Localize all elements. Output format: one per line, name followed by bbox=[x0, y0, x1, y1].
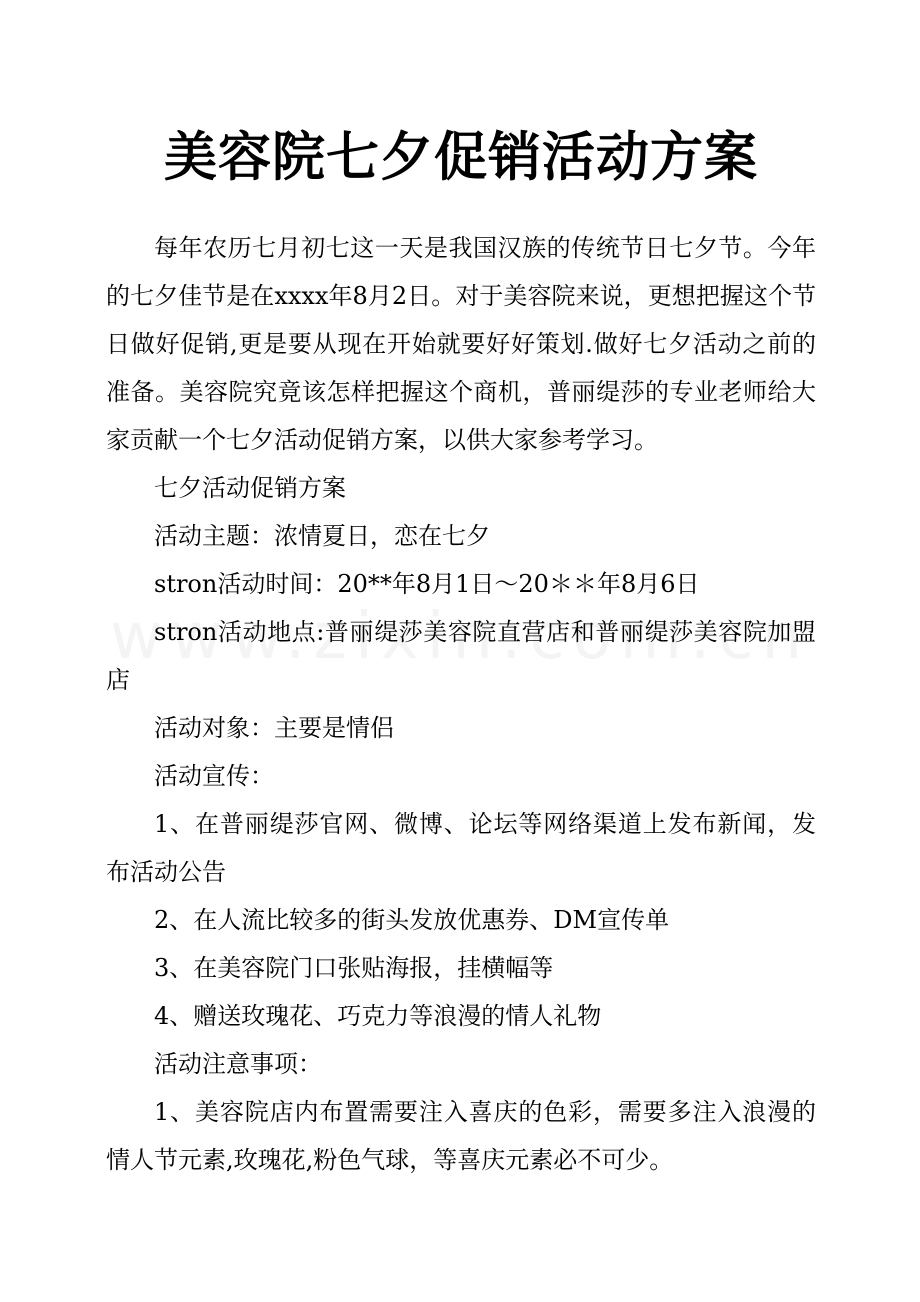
promotion-item-2: 2、在人流比较多的街头发放优惠券、DM宣传单 bbox=[154, 906, 670, 934]
activity-location: stron活动地点:普丽缇莎美容院直营店和普丽缇莎美容院加盟店 bbox=[106, 618, 816, 694]
promotion-item-3: 3、在美容院门口张贴海报，挂横幅等 bbox=[154, 954, 554, 982]
section-heading: 七夕活动促销方案 bbox=[154, 474, 346, 502]
activity-theme: 活动主题：浓情夏日，恋在七夕 bbox=[154, 522, 490, 550]
activity-time: stron活动时间：20**年8月1日～20＊＊年8月6日 bbox=[154, 570, 700, 598]
notes-heading: 活动注意事项： bbox=[154, 1050, 322, 1078]
promotion-heading: 活动宣传： bbox=[154, 762, 274, 790]
document-body bbox=[106, 224, 816, 1184]
promotion-item-1: 1、在普丽缇莎官网、微博、论坛等网络渠道上发布新闻，发布活动公告 bbox=[106, 810, 816, 886]
promotion-item-4: 4、赠送玫瑰花、巧克力等浪漫的情人礼物 bbox=[154, 1002, 602, 1030]
document-title: 美容院七夕促销活动方案 bbox=[164, 127, 758, 188]
notes-item-1: 1、美容院店内布置需要注入喜庆的色彩，需要多注入浪漫的情人节元素,玫瑰花,粉色气球，等喜庆元素必不可少。 bbox=[106, 1098, 816, 1174]
intro-paragraph: 每年农历七月初七这一天是我国汉族的传统节日七夕节。今年的七夕佳节是在xxxx年8月2日。对于美容院来说，更想把握这个节日做好促销,更是要从现在开始就要好好策划.做好七夕活动之前的准备。美容院究竟该怎样把握这个商机，普丽缇莎的专业老师给大家贡献一个七夕活动促销方案，以供大家参考学习。 bbox=[106, 234, 816, 454]
activity-target: 活动对象：主要是情侣 bbox=[154, 714, 394, 742]
